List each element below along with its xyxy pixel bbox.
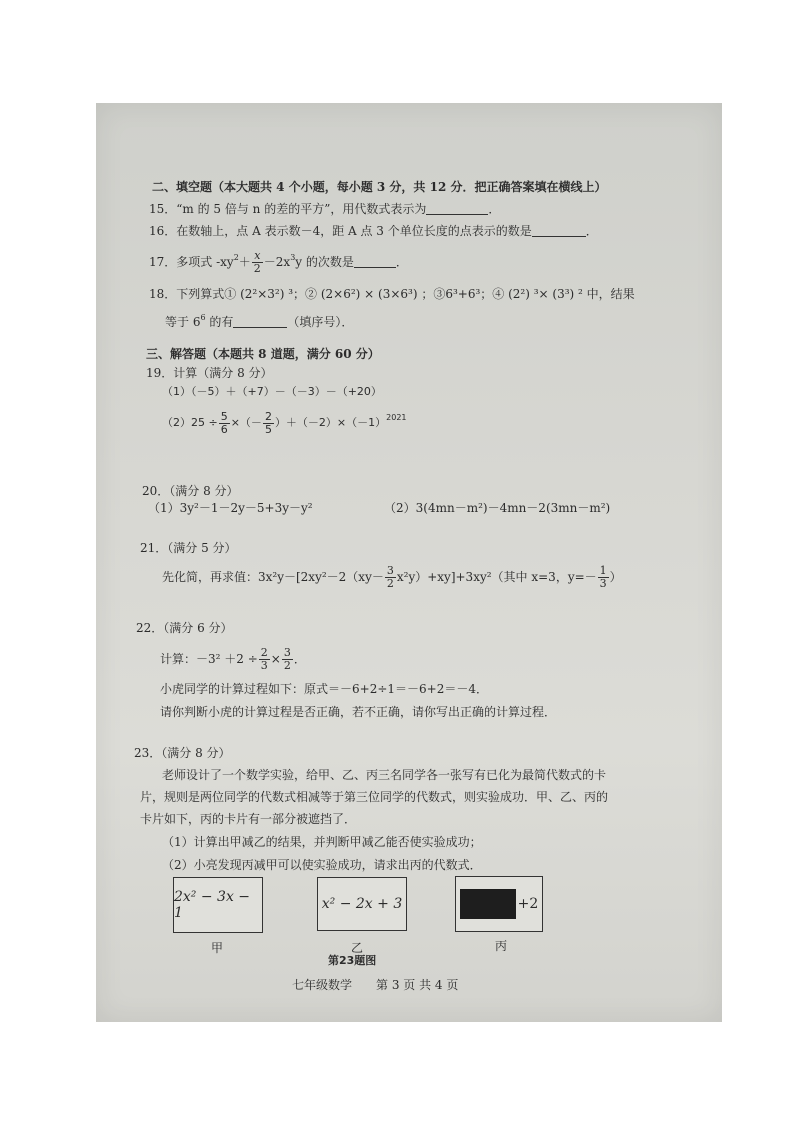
card-bing-label: 丙 <box>495 939 508 953</box>
question-23-para1: 老师设计了一个数学实验，给甲、乙、丙三名同学各一张写有已化为最简代数式的卡 <box>162 768 607 782</box>
fraction-three-halves-2: $\frac{3}{2}$ <box>283 646 291 672</box>
question-17: 17．多项式 $-xy^2+$ $\frac{x}{2}$ $-2x^3y$ 的次数是 ． <box>149 249 408 275</box>
section2-header: 二、填空题（本大题共 4 个小题，每小题 3 分，共 12 分．把正确答案填在横线上） <box>152 180 607 194</box>
question-19-part2: （2）25 ÷ $\frac{5}{6}$ ×（－ $\frac{2}{5}$ ）$+(-2)\times(-1)^{2021}$ <box>162 409 407 436</box>
fraction-two-fifths: $\frac{2}{5}$ <box>264 409 272 436</box>
question-22-student-work: 小虎同学的计算过程如下：原式＝－6+2÷1＝－6+2＝－4． <box>160 682 488 696</box>
question-15: 15．“m 的 5 倍与 n 的差的平方”，用代数式表示为 ． <box>149 202 501 216</box>
question-22-instruction: 请你判断小虎的计算过程是否正确，若不正确，请你写出正确的计算过程． <box>160 705 557 719</box>
question-20-part2: （2）3(4mn－m²)－4mn－2(3mn－m²) <box>384 501 611 515</box>
fraction-five-sixths: $\frac{5}{6}$ <box>220 409 228 436</box>
card-jia <box>173 877 263 933</box>
question-20-part1: （1）3y²－1－2y－5+3y－y² <box>148 501 313 515</box>
question-21-body: 先化简，再求值：3x²y－[2xy²－2（xy－ $\frac{3}{2}$ x²y）+xy]+3xy²（其中 x=3，y=－ $\frac{1}{3}$ ） <box>162 564 622 590</box>
card-yi-label: 乙 <box>351 941 364 955</box>
answer-blank-17[interactable] <box>354 255 396 268</box>
card-bing <box>455 876 543 932</box>
answer-blank-16[interactable] <box>532 224 586 237</box>
fraction-three-halves: $\frac{3}{2}$ <box>386 564 394 590</box>
question-23-title: 23．（满分 8 分） <box>134 746 231 760</box>
question-19-part1: （1）（－5）＋（+7）－（－3）－（+20） <box>162 385 382 398</box>
card-bing-visible: +2 <box>517 896 539 912</box>
fraction-one-third: $\frac{1}{3}$ <box>599 564 607 590</box>
fraction-two-thirds: $\frac{2}{3}$ <box>260 646 268 672</box>
question-23-para2: 片，规则是两位同学的代数式相减等于第三位同学的代数式，则实验成功．甲、乙、丙的 <box>140 790 609 804</box>
card-yi <box>317 877 407 931</box>
exam-page <box>96 103 722 1022</box>
page-footer: 七年级数学 第 3 页 共 4 页 <box>292 978 459 992</box>
q17-text-pre: 17．多项式 -xy <box>149 255 234 269</box>
question-21-title: 21．（满分 5 分） <box>140 541 237 555</box>
question-23-sub2: （2）小亮发现丙减甲可以使实验成功，请求出丙的代数式． <box>162 858 482 872</box>
fraction-x-over-2: $\frac{x}{2}$ <box>253 249 261 275</box>
question-18-line1: 18．下列算式① (2²×3²) ³；② (2×6²) × (3×6³) ；③6³+6³；④ (2²) ³× (3³) ² 中，结果 <box>149 287 635 301</box>
question-19-title: 19．计算（满分 8 分） <box>146 366 273 380</box>
answer-blank-15[interactable] <box>426 202 488 215</box>
q17-text-post: 的次数是 <box>305 255 354 269</box>
card-jia-label: 甲 <box>211 941 224 955</box>
figure-caption: 第23题图 <box>328 954 377 967</box>
q15-text: 15．“m 的 5 倍与 n 的差的平方”，用代数式表示为 <box>149 202 427 216</box>
question-16: 16．在数轴上，点 A 表示数－4，距 A 点 3 个单位长度的点表示的数是 ． <box>149 224 598 238</box>
section3-header: 三、解答题（本题共 8 道题，满分 60 分） <box>146 347 380 361</box>
answer-blank-18[interactable] <box>233 315 287 328</box>
question-22-title: 22．（满分 6 分） <box>136 621 233 635</box>
question-20-title: 20．（满分 8 分） <box>142 484 239 498</box>
card-jia-expr: 2x² − 3x − 1 <box>174 889 251 921</box>
question-23-para3: 卡片如下，丙的卡片有一部分被遮挡了． <box>140 812 357 826</box>
question-18-line2: 等于 $6^6$ 的有 （填序号）． <box>165 313 354 329</box>
question-23-sub1: （1）计算出甲减乙的结果，并判断甲减乙能否使实验成功； <box>162 835 482 849</box>
card-bing-cover <box>460 889 516 919</box>
q16-text: 16．在数轴上，点 A 表示数－4，距 A 点 3 个单位长度的点表示的数是 <box>149 224 532 238</box>
card-yi-expr: x² − 2x + 3 <box>321 896 403 912</box>
question-22-calc: 计算：－3² ＋2 ÷ $\frac{2}{3}$ × $\frac{3}{2}$ ． <box>160 646 306 672</box>
